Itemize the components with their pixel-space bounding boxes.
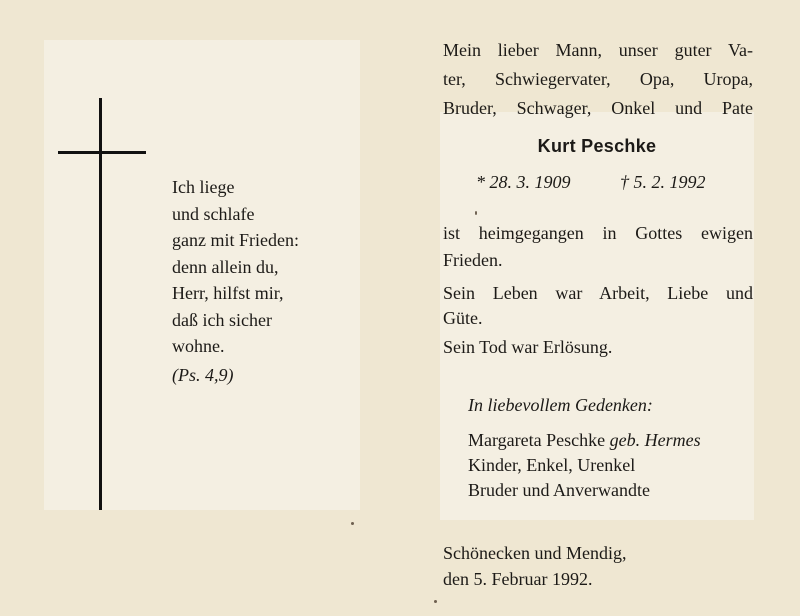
widow-line	[468, 428, 701, 453]
psalm-line: denn allein du,	[172, 256, 279, 277]
psalm-line: und schlafe	[172, 203, 255, 224]
intro-line: ter, Schwiegervater, Opa, Uropa,	[443, 69, 753, 89]
death-date: † 5. 2. 1992	[620, 172, 706, 192]
paper-speck	[434, 600, 437, 603]
psalm-reference: (Ps. 4,9)	[172, 365, 234, 385]
psalm-line: daß ich sicher	[172, 309, 272, 330]
paper-speck	[351, 522, 354, 525]
place: Schönecken und Mendig,	[443, 543, 627, 563]
passing-line: ist heimgegangen in Gottes ewigen	[443, 223, 753, 243]
deceased-name: Kurt Peschke	[537, 136, 657, 156]
psalm-line: Herr, hilfst mir,	[172, 283, 284, 303]
psalm-verse	[172, 174, 299, 360]
psalm-line: wohne.	[172, 336, 225, 356]
passing-text	[443, 220, 753, 274]
widow-name: Margareta Peschke	[468, 430, 606, 450]
intro-line: Mein lieber Mann, unser guter Va-	[443, 40, 753, 60]
intro-line: Bruder, Schwager, Onkel und Pate	[443, 98, 753, 118]
birth-date: * 28. 3. 1909	[476, 172, 571, 192]
place-date	[443, 540, 626, 592]
life-line: Sein Leben war Arbeit, Liebe und	[443, 283, 753, 303]
passing-line: Frieden.	[443, 250, 503, 270]
widow-birthname: geb. Hermes	[609, 430, 701, 450]
intro-text	[443, 36, 753, 123]
mourners-list	[468, 428, 701, 503]
mourners-title: In liebevollem Gedenken:	[468, 395, 653, 415]
mourners-line: Kinder, Enkel, Urenkel	[468, 455, 636, 475]
date: den 5. Februar 1992.	[443, 569, 593, 589]
death-text: Sein Tod war Erlösung.	[443, 337, 613, 357]
life-text	[443, 281, 753, 331]
mourners-line: Bruder und Anverwandte	[468, 480, 650, 500]
paper-speck	[475, 211, 477, 215]
cross-bar	[58, 151, 146, 154]
psalm-line: Ich liege	[172, 177, 235, 197]
psalm-line: ganz mit Frieden:	[172, 230, 299, 250]
cross-icon	[99, 98, 102, 510]
life-line: Güte.	[443, 308, 483, 328]
